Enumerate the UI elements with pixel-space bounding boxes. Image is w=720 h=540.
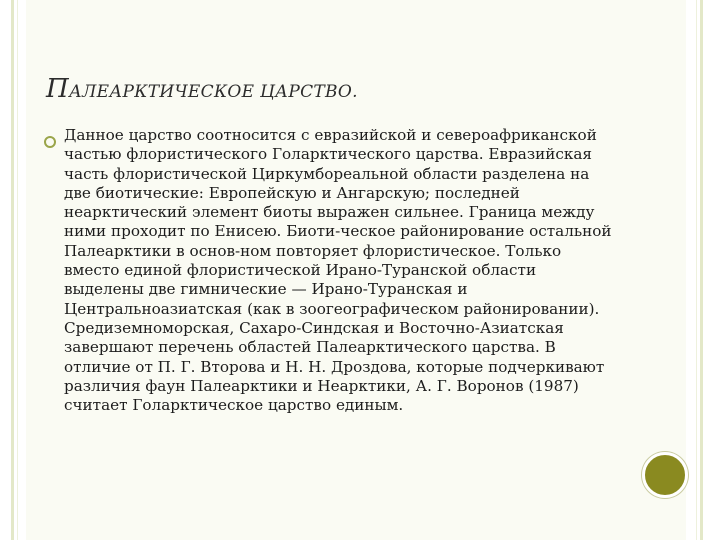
decorative-circle-icon	[642, 452, 688, 498]
left-frame-stripe	[11, 0, 14, 540]
title-initial: П	[46, 74, 69, 104]
bullet-ring-icon	[44, 136, 56, 148]
right-frame-line	[696, 0, 697, 540]
slide-title	[46, 74, 358, 107]
slide-body-text: Данное царство соотносится с евразийской и североафриканской частью флористического Голарктического царства. Евразийская часть флористической Циркумбореальной области разделена на две биотические: Европейскую и Ангарскую; последней неарктический элемент биоты выражен сильнее. Граница между ними проходит по Енисею. Биоти-ческое районирование остальной Палеарктики в основ-ном повторяет флористическое. Только вместо единой флористической Ирано-Туранской области выделены две гимнические — Ирано-Туранская и Центральноазиатская (как в зоогеографическом районировании). Средиземноморская, Сахаро-Синдская и Восточно-Азиатская завершают перечень областей Палеарктического царства. В отличие от П. Г. Второва и Н. Н. Дроздова, которые подчеркивают различия фаун Палеарктики и Неарктики, А. Г. Воронов (1987) считает Голарктическое царство единым.	[64, 126, 612, 415]
left-frame-line	[17, 0, 18, 540]
right-frame-stripe	[700, 0, 703, 540]
title-rest: АЛЕАРКТИЧЕСКОЕ ЦАРСТВО.	[68, 82, 358, 102]
